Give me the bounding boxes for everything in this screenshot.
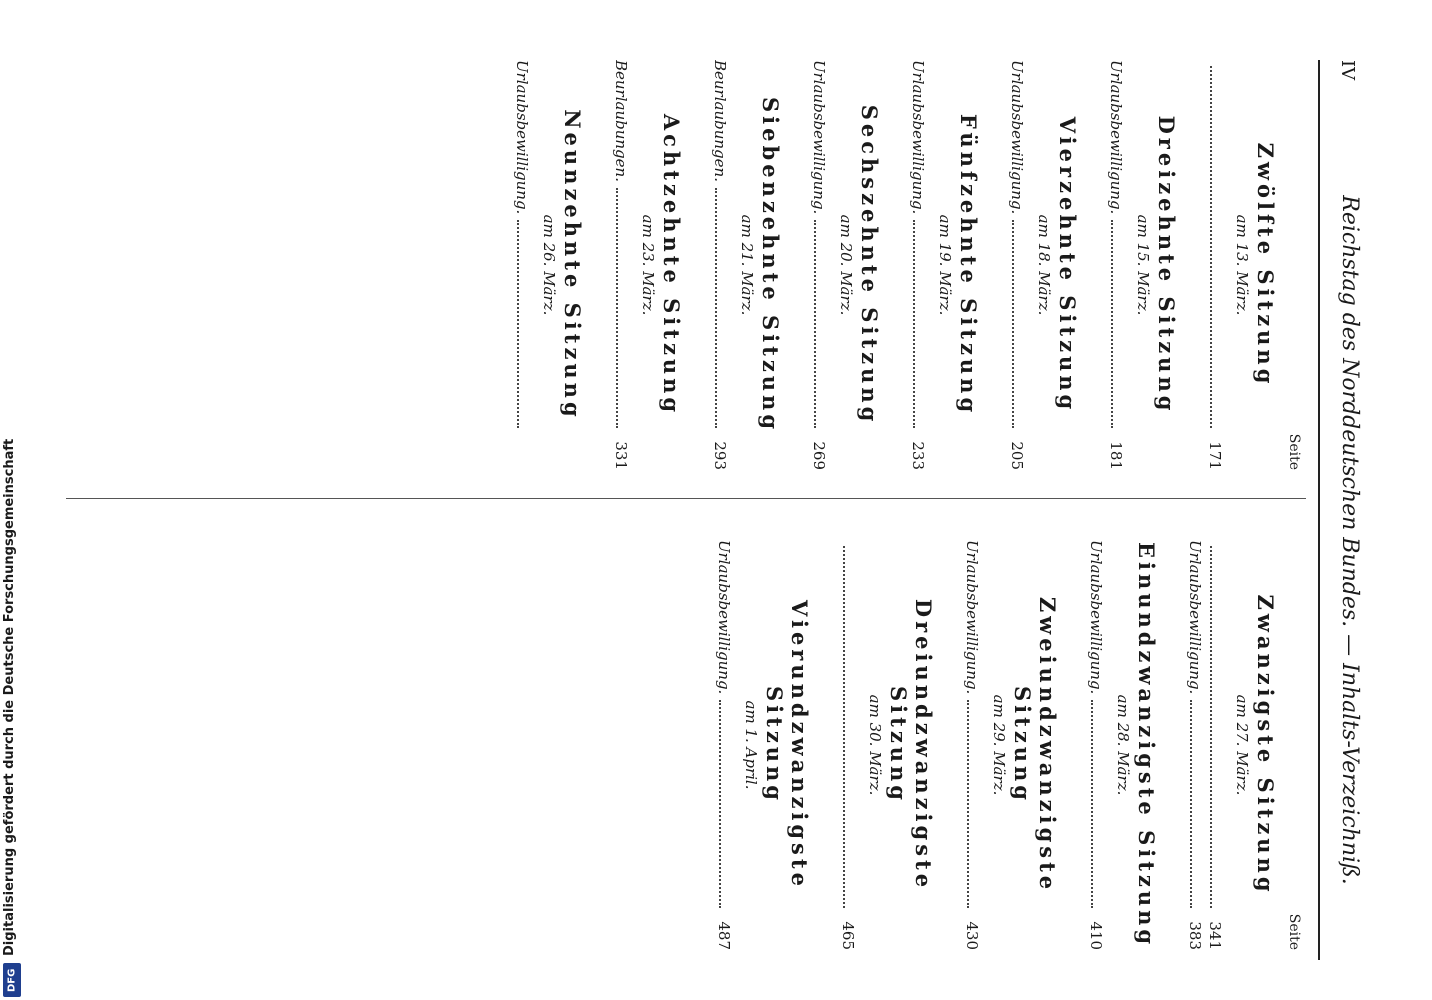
session-title: Neunzehnte Sitzung (560, 109, 585, 421)
session-entry (838, 540, 936, 950)
dot-leader (715, 188, 717, 428)
session-entry (1007, 60, 1080, 470)
entry-label: Urlaubsbewilligung. (810, 60, 828, 215)
toc-entry (1086, 540, 1106, 950)
session-title: Dreiundzwanzigste Sitzung (886, 598, 936, 892)
toc-entry (611, 60, 631, 470)
page-reference: 171 (1206, 441, 1224, 470)
dot-leader (1111, 220, 1113, 428)
toc-entry (1106, 60, 1126, 470)
dot-leader (616, 188, 618, 428)
dot-leader (1210, 546, 1212, 908)
toc-entry (1205, 60, 1225, 470)
session-entry (512, 60, 585, 470)
column-divider (66, 498, 1306, 499)
session-entry (908, 60, 981, 470)
toc-entry (809, 60, 829, 470)
session-date: am 27. März. (1233, 694, 1251, 796)
page-header (1322, 0, 1366, 1000)
dot-leader (1190, 700, 1192, 908)
page-reference: 331 (612, 441, 630, 470)
session-date: am 26. März. (540, 214, 558, 316)
entry-label: Urlaubsbewilligung. (1087, 540, 1105, 695)
session-entry (962, 540, 1060, 950)
dfg-funding-note: Digitalisierung gefördert durch die Deutsche Forschungsgemeinschaft (2, 438, 17, 956)
dot-leader (843, 546, 845, 908)
page-reference: 269 (810, 441, 828, 470)
page-reference: 293 (711, 441, 729, 470)
session-entry (1086, 540, 1159, 950)
session-entry (710, 60, 783, 470)
entry-label: Urlaubsbewilligung. (1107, 60, 1125, 215)
page-reference: 487 (715, 921, 733, 950)
seite-label: Seite (1286, 433, 1302, 470)
session-title: Vierundzwanzigste Sitzung (762, 600, 812, 890)
session-date: am 28. März. (1114, 694, 1132, 796)
toc-entry (714, 540, 734, 950)
entry-label: Beurlaubungen. (711, 60, 729, 182)
toc-entry (1007, 60, 1027, 470)
session-date: am 30. März. (866, 694, 884, 796)
session-date: am 20. März. (837, 214, 855, 316)
session-entry (1185, 540, 1278, 950)
toc-entry (962, 540, 982, 950)
page-reference: 383 (1186, 921, 1204, 950)
session-title: Sechszehnte Sitzung (857, 104, 882, 426)
toc-entry (710, 60, 730, 470)
dot-leader (1210, 66, 1212, 428)
dot-leader (517, 220, 519, 428)
toc-entry (908, 60, 928, 470)
page-number: IV (1337, 60, 1358, 81)
toc-entry (1185, 540, 1205, 950)
rotated-book-page (26, 0, 1406, 1000)
session-date: am 29. März. (990, 694, 1008, 796)
toc-entry (512, 60, 532, 470)
session-date: am 19. März. (936, 214, 954, 316)
entry-label: Urlaubsbewilligung. (1186, 540, 1204, 695)
session-title: Zweiundzwanzigste Sitzung (1010, 596, 1060, 894)
dot-leader (913, 220, 915, 428)
page-reference: 430 (963, 921, 981, 950)
session-title: Vierzehnte Sitzung (1055, 116, 1080, 414)
running-title: Reichstag des Norddeutschen Bundes. — Inhalts-Verzeichniß. (1337, 195, 1362, 885)
entry-label: Beurlaubungen. (612, 60, 630, 182)
session-title: Siebenzehnte Sitzung (758, 97, 783, 433)
entry-label: Urlaubsbewilligung. (715, 540, 733, 695)
entry-label: Urlaubsbewilligung. (963, 540, 981, 695)
session-date: am 13. März. (1233, 214, 1251, 316)
entry-label: Urlaubsbewilligung. (909, 60, 927, 215)
page-reference: 233 (909, 441, 927, 470)
left-session-list (512, 60, 1278, 470)
dot-leader (719, 700, 721, 908)
dot-leader (1012, 220, 1014, 428)
page-reference: 465 (839, 921, 857, 950)
session-title: Dreizehnte Sitzung (1154, 115, 1179, 415)
session-entry (1205, 60, 1278, 470)
session-title: Zwanzigste Sitzung (1253, 594, 1278, 896)
right-session-list (714, 540, 1278, 950)
toc-entry (1205, 540, 1225, 950)
session-entry (1106, 60, 1179, 470)
page-reference: 205 (1008, 441, 1026, 470)
page-reference: 181 (1107, 441, 1125, 470)
session-entry (809, 60, 882, 470)
header-rule (1318, 60, 1320, 960)
entry-label: Urlaubsbewilligung. (1008, 60, 1026, 215)
session-date: am 18. März. (1035, 214, 1053, 316)
dfg-logo: DFG (3, 963, 21, 997)
page-reference: 341 (1206, 921, 1224, 950)
session-date: am 21. März. (738, 214, 756, 316)
session-date: am 15. März. (1134, 214, 1152, 316)
side-margin (0, 8, 26, 992)
session-entry (611, 60, 684, 470)
session-title: Achtzehnte Sitzung (659, 113, 684, 417)
dot-leader (967, 700, 969, 908)
session-title: Einundzwanzigste Sitzung (1134, 541, 1159, 949)
dot-leader (814, 220, 816, 428)
session-date: am 23. März. (639, 214, 657, 316)
seite-label: Seite (1286, 913, 1302, 950)
entry-label: Urlaubsbewilligung. (513, 60, 531, 215)
toc-entry (838, 540, 858, 950)
session-entry (714, 540, 812, 950)
session-title: Zwölfte Sitzung (1253, 142, 1278, 388)
session-title: Fünfzehnte Sitzung (956, 113, 981, 417)
left-column (46, 60, 1306, 470)
session-date: am 1. April. (742, 700, 760, 790)
right-column (46, 540, 1306, 950)
dot-leader (1091, 700, 1093, 908)
page-reference: 410 (1087, 921, 1105, 950)
